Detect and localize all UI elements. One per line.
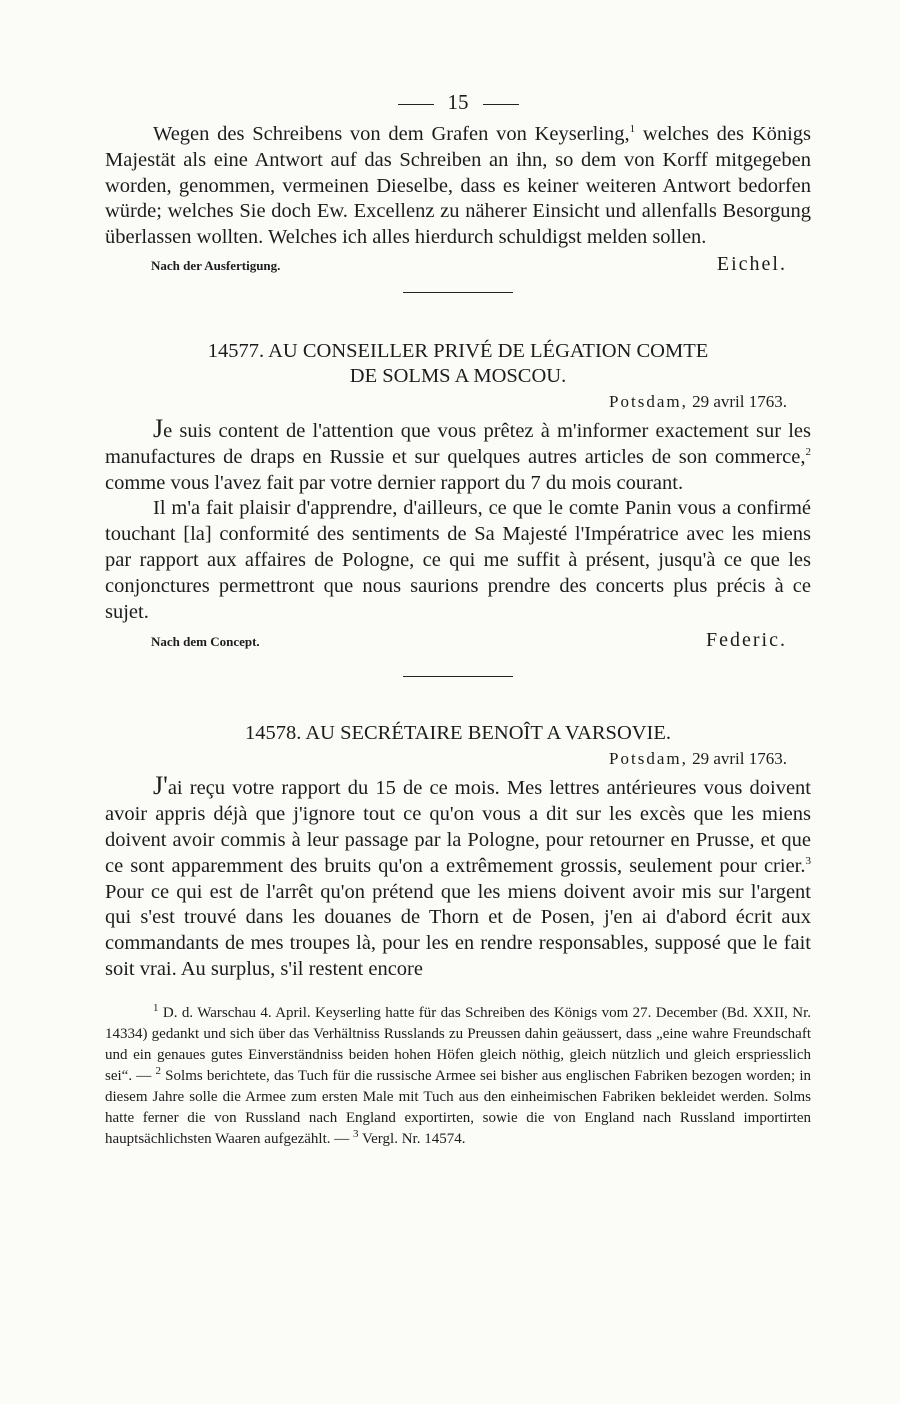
source-signature-row	[105, 253, 811, 276]
signature: Eichel.	[716, 252, 787, 275]
source-note: Nach dem Concept.	[151, 634, 260, 650]
header-dash-right	[483, 104, 519, 105]
dateline: Potsdam, 29 avril 1763.	[609, 391, 787, 411]
footnotes	[105, 1003, 811, 1150]
source-note: Nach der Ausfertigung.	[151, 257, 281, 273]
footnote-ref-1: 1	[629, 123, 636, 136]
letter-paragraph: Je suis content de l'attention que vous prêtez à m'informer exactement sur les manufactures de draps en Russie et sur quelques autres articles de son commerce,$^2$ comme vous l'avez fait par votre dernier rapport du 7 du mois courant.	[105, 413, 811, 494]
section-divider	[403, 676, 513, 677]
letter-14578	[105, 721, 811, 982]
page-number: 15	[447, 90, 469, 114]
footnote-text: $^1$ D. d. Warschau 4. April. Keyserling hatte für das Schreiben des Königs vom 27. December (Bd. XXII, Nr. 14334) gedankt und sich über das Verhältniss Russlands zu Preussen dahin geäussert, dass „eine wahre Freundschaft und ein genaues gutes Einverständniss beiden hohen Höfen gleich nöthig, gleich nützlich und gleich erspriesslich sei“. — $^2$ Solms berichtete, das Tuch für die russische Armee sei bisher aus englischen Fabriken bezogen worden; in diesem Jahre solle die Armee zum ersten Male mit Tuch aus den einheimischen Fabriken bekleidet werden. Solms hatte ferner die von Russland nach England exportirten, sowie die von England nach Russland importirten hauptsächlichsten Waaren aufgezählt. — $^3$ Vergl. Nr. 14574.	[105, 1001, 811, 1147]
previous-letter-ending	[105, 122, 811, 276]
footnote-mark-1: 1	[153, 1001, 159, 1014]
letter-paragraph: Il m'a fait plaisir d'apprendre, d'ailleurs, ce que le comte Panin vous a confirmé touchant [la] conformité des sentiments de Sa Majesté l'Impératrice avec les miens par rapport aux affaires de Pologne, ce qui me suffit à présent, jusqu'à ce que les conjonctures permettront que nous saurions prendre des concerts plus précis à ce sujet.	[105, 497, 811, 623]
previous-letter-paragraph: Wegen des Schreibens von dem Grafen von Keyserling,$^1$ welches des Königs Majestät als eine Antwort auf das Schreiben an ihn, so dem von Korff mitgegeben worden, genommen, vermeinen Dieselbe, dass es keiner weiteren Antwort bedorfen würde; welches Sie doch Ew. Excellenz zu näherer Einsicht und allenfalls Besorgung überlassen wollten. Welches ich alles hierdurch schuldigst melden sollen.	[105, 123, 811, 249]
signature: Federic.	[706, 629, 787, 652]
dateline: Potsdam, 29 avril 1763.	[609, 749, 787, 769]
letter-14577	[105, 339, 811, 652]
letter-paragraph: J'ai reçu votre rapport du 15 de ce mois. Mes lettres antérieures vous doivent avoir appris déjà que j'ignore tout ce qu'on vous a dit sur les excès que les miens doivent avoir commis à leur passage par la Pologne, pour retourner en Prusse, et que ce sont apparemment des bruits qu'on a extrêmement grossis, seulement pour crier.$^3$ Pour ce qui est de l'arrêt qu'on prétend que les miens doivent avoir mis sur l'argent qui s'est trouvé dans les douanes de Thorn et de Posen, j'en ai d'abord écrit aux commandants de mes troupes là, pour les en rendre responsables, supposé que le fait soit vrai. Au surplus, s'il restent encore	[105, 771, 811, 980]
section-divider	[403, 292, 513, 293]
page-header	[105, 82, 811, 122]
footnote-ref-3: 3	[805, 854, 811, 867]
footnote-ref-2: 2	[805, 445, 811, 458]
footnote-mark-3: 3	[353, 1127, 359, 1140]
header-dash-left	[398, 104, 434, 105]
source-signature-row	[105, 629, 811, 652]
letter-title: 14578. AU SECRÉTAIRE BENOÎT A VARSOVIE.	[244, 722, 672, 745]
letter-title: 14577. AU CONSEILLER PRIVÉ DE LÉGATION COMTE DE SOLMS A MOSCOU.	[207, 339, 709, 387]
document-page	[105, 82, 811, 1150]
footnote-mark-2: 2	[155, 1064, 161, 1077]
